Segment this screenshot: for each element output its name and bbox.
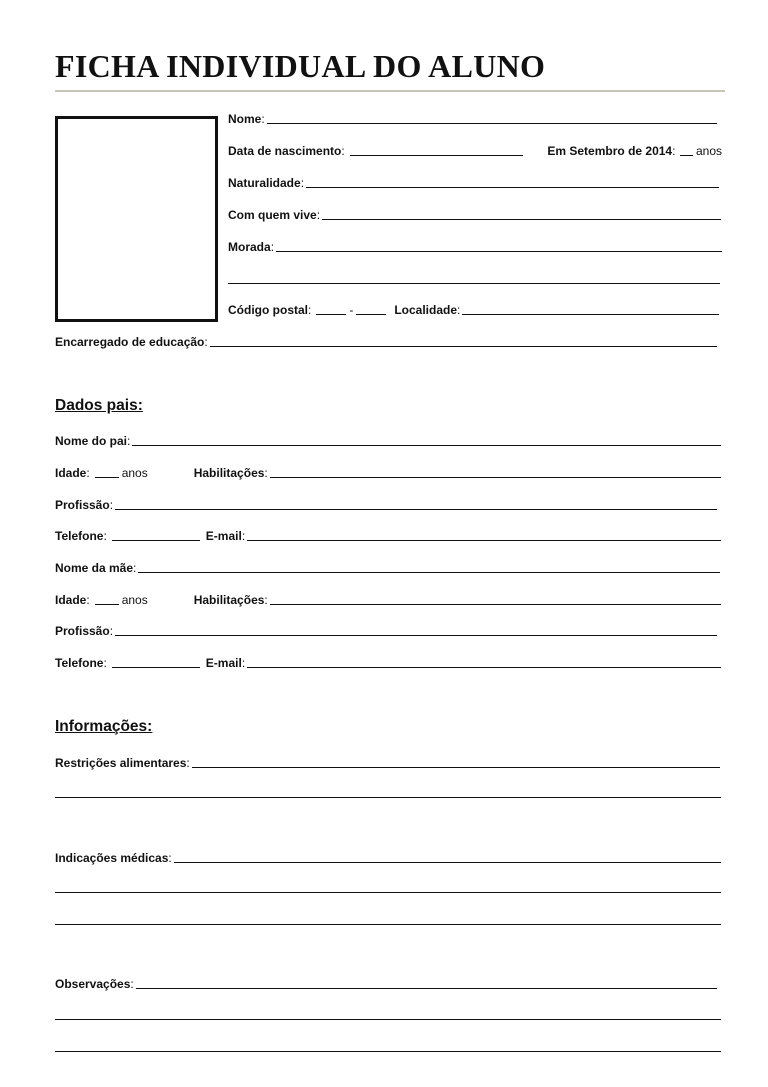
father-email-label: E-mail	[205, 529, 242, 543]
father-name-label: Nome do pai	[55, 434, 128, 448]
notes-extra-line-1[interactable]	[55, 1019, 721, 1020]
father-email-input-line[interactable]	[247, 540, 721, 541]
birth-date-field[interactable]: Data de nascimento : Em Setembro de 2014 : anos	[228, 144, 723, 158]
lives-with-label: Com quem vive	[228, 208, 317, 222]
father-phone-input-line[interactable]	[112, 540, 200, 541]
info-heading: Informações:	[55, 718, 153, 735]
address-continuation-field[interactable]	[228, 272, 720, 286]
father-profession-field[interactable]: Profissão :	[55, 498, 717, 512]
father-phone-label: Telefone	[55, 529, 104, 543]
mother-profession-label: Profissão	[55, 624, 110, 638]
father-years-unit: anos	[121, 466, 148, 480]
name-label: Nome	[228, 112, 262, 126]
notes-extra-line-2[interactable]	[55, 1051, 721, 1052]
birthplace-input-line[interactable]	[306, 187, 719, 188]
name-input-line[interactable]	[267, 123, 717, 124]
mother-email-input-line[interactable]	[247, 667, 721, 668]
diet-restrictions-label: Restrições alimentares	[55, 756, 187, 770]
medical-indications-extra-line-2[interactable]	[55, 924, 721, 925]
parents-heading: Dados pais:	[55, 397, 143, 414]
father-name-field[interactable]: Nome do pai :	[55, 434, 721, 448]
mother-email-label: E-mail	[205, 656, 242, 670]
mother-phone-label: Telefone	[55, 656, 104, 670]
mother-phone-input-line[interactable]	[112, 667, 200, 668]
guardian-label: Encarregado de educação	[55, 335, 205, 349]
locality-label: Localidade	[394, 303, 458, 317]
september-age-input-line[interactable]	[680, 155, 693, 156]
postal-code-label: Código postal	[228, 303, 308, 317]
medical-indications-extra-line-1[interactable]	[55, 892, 721, 893]
birthplace-label: Naturalidade	[228, 176, 301, 190]
mother-qualifications-input-line[interactable]	[270, 604, 721, 605]
diet-restrictions-input-line[interactable]	[192, 767, 720, 768]
form-title: FICHA INDIVIDUAL DO ALUNO	[55, 48, 546, 84]
mother-age-input-line[interactable]	[95, 604, 119, 605]
postal-code-input-1[interactable]	[316, 314, 346, 315]
title-divider	[55, 90, 725, 92]
mother-qualifications-label: Habilitações	[193, 593, 265, 607]
father-age-label: Idade	[55, 466, 87, 480]
father-name-input-line[interactable]	[132, 445, 721, 446]
birth-date-input-line[interactable]	[350, 155, 523, 156]
father-qualifications-input-line[interactable]	[270, 477, 721, 478]
locality-input-line[interactable]	[462, 314, 719, 315]
address-field[interactable]: Morada :	[228, 240, 722, 254]
postal-locality-field[interactable]: Código postal : - Localidade :	[228, 303, 719, 317]
mother-profession-field[interactable]: Profissão :	[55, 624, 717, 638]
mother-years-unit: anos	[121, 593, 148, 607]
years-unit: anos	[695, 144, 723, 158]
medical-indications-field[interactable]: Indicações médicas :	[55, 851, 721, 865]
guardian-input-line[interactable]	[210, 346, 717, 347]
mother-name-label: Nome da mãe	[55, 561, 134, 575]
mother-contact-field[interactable]: Telefone : E-mail :	[55, 656, 721, 670]
mother-name-field[interactable]: Nome da mãe :	[55, 561, 720, 575]
lives-with-input-line[interactable]	[322, 219, 721, 220]
father-profession-input-line[interactable]	[115, 509, 717, 510]
medical-indications-input-line[interactable]	[174, 862, 721, 863]
diet-restrictions-field[interactable]: Restrições alimentares :	[55, 756, 720, 770]
name-field[interactable]: Nome :	[228, 112, 717, 126]
mother-profession-input-line[interactable]	[115, 635, 717, 636]
father-contact-field[interactable]: Telefone : E-mail :	[55, 529, 721, 543]
photo-box[interactable]	[55, 116, 218, 322]
notes-input-line[interactable]	[136, 988, 717, 989]
notes-field[interactable]: Observações :	[55, 977, 717, 991]
address-label: Morada	[228, 240, 271, 254]
address-input-line[interactable]	[276, 251, 722, 252]
mother-age-label: Idade	[55, 593, 87, 607]
guardian-field[interactable]: Encarregado de educação :	[55, 335, 717, 349]
postal-code-input-2[interactable]	[356, 314, 386, 315]
mother-age-qualifications-field[interactable]: Idade : anos Habilitações :	[55, 593, 721, 607]
birth-date-label: Data de nascimento	[228, 144, 342, 158]
medical-indications-label: Indicações médicas	[55, 851, 169, 865]
postal-separator: -	[349, 303, 354, 317]
father-profession-label: Profissão	[55, 498, 110, 512]
father-age-input-line[interactable]	[95, 477, 119, 478]
birthplace-field[interactable]: Naturalidade :	[228, 176, 719, 190]
lives-with-field[interactable]: Com quem vive :	[228, 208, 721, 222]
notes-label: Observações	[55, 977, 131, 991]
address-continuation-line[interactable]	[228, 283, 720, 284]
father-age-qualifications-field[interactable]: Idade : anos Habilitações :	[55, 466, 721, 480]
september-age-label: Em Setembro de 2014	[547, 144, 673, 158]
mother-name-input-line[interactable]	[138, 572, 720, 573]
father-qualifications-label: Habilitações	[193, 466, 265, 480]
diet-restrictions-extra-line[interactable]	[55, 797, 721, 798]
